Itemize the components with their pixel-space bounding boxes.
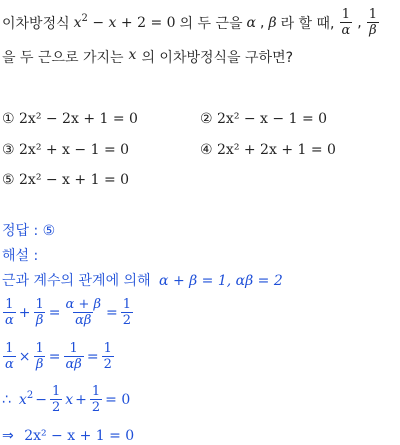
question-line2-b: 의 이차방정식을 구하면? bbox=[141, 50, 294, 66]
question-ra: 라 할 때, bbox=[280, 15, 335, 32]
option-5[interactable]: ⑤ 2x² − x + 1 = 0 bbox=[2, 172, 130, 188]
question-roots-text: 의 두 근을 bbox=[179, 15, 243, 32]
option-1[interactable]: ① 2x² − 2x + 1 = 0 bbox=[2, 111, 138, 127]
solution-step-sum: $\frac{1}{\alpha}$ + $\frac{1}{\beta}$ = $\frac{\alpha + \beta}{\alpha\beta}$ = $\frac{1}{2}$ bbox=[5, 297, 131, 328]
alpha-symbol: α bbox=[246, 14, 257, 31]
beta-symbol: β bbox=[268, 14, 277, 31]
relation-line bbox=[2, 270, 283, 290]
fraction-one-over-alpha: $\frac{1}{\alpha}$ bbox=[341, 7, 351, 38]
fraction-one-over-beta: $\frac{1}{\beta}$ bbox=[368, 7, 378, 38]
option-4[interactable]: ④ 2x² + 2x + 1 = 0 bbox=[200, 142, 336, 158]
therefore-symbol: ∴ bbox=[2, 391, 11, 408]
solution-step-therefore: ∴ $x^2$ − $\frac{1}{2}$ x + $\frac{1}{2}$ = 0 bbox=[2, 384, 131, 415]
final-equation: 2x² − x + 1 = 0 bbox=[24, 428, 135, 444]
option-3[interactable]: ③ 2x² + x − 1 = 0 bbox=[2, 142, 130, 158]
question-line-1: 이차방정식 $x^2 - x + 2 = 0$ 의 두 근을 α , β 라 할 때, $\frac{1}{\alpha}$ , $\frac{1}{\beta}$ bbox=[2, 7, 378, 38]
question-equation: $x^2 - x + 2 = 0$ bbox=[73, 12, 176, 31]
explanation-label: 해설 : bbox=[2, 248, 39, 264]
option-2[interactable]: ② 2x² − x − 1 = 0 bbox=[200, 111, 328, 127]
answer-line bbox=[2, 220, 55, 240]
solution-final-line bbox=[2, 428, 134, 444]
question-line2-a: 을 두 근으로 가지는 bbox=[2, 50, 124, 66]
relation-expr: α + β = 1, αβ = 2 bbox=[159, 273, 283, 289]
implies-symbol: ⇒ bbox=[2, 428, 14, 444]
question-prefix: 이차방정식 bbox=[2, 15, 70, 32]
question-line-2 bbox=[2, 47, 293, 67]
solution-step-product: $\frac{1}{\alpha}$ × $\frac{1}{\beta}$ = $\frac{1}{\alpha\beta}$ = $\frac{1}{2}$ bbox=[5, 341, 112, 372]
answer-label: 정답 : bbox=[2, 223, 39, 239]
variable-x: x bbox=[128, 47, 137, 63]
relation-text: 근과 계수의 관계에 의해 bbox=[2, 273, 151, 289]
answer-value: ⑤ bbox=[42, 223, 56, 239]
